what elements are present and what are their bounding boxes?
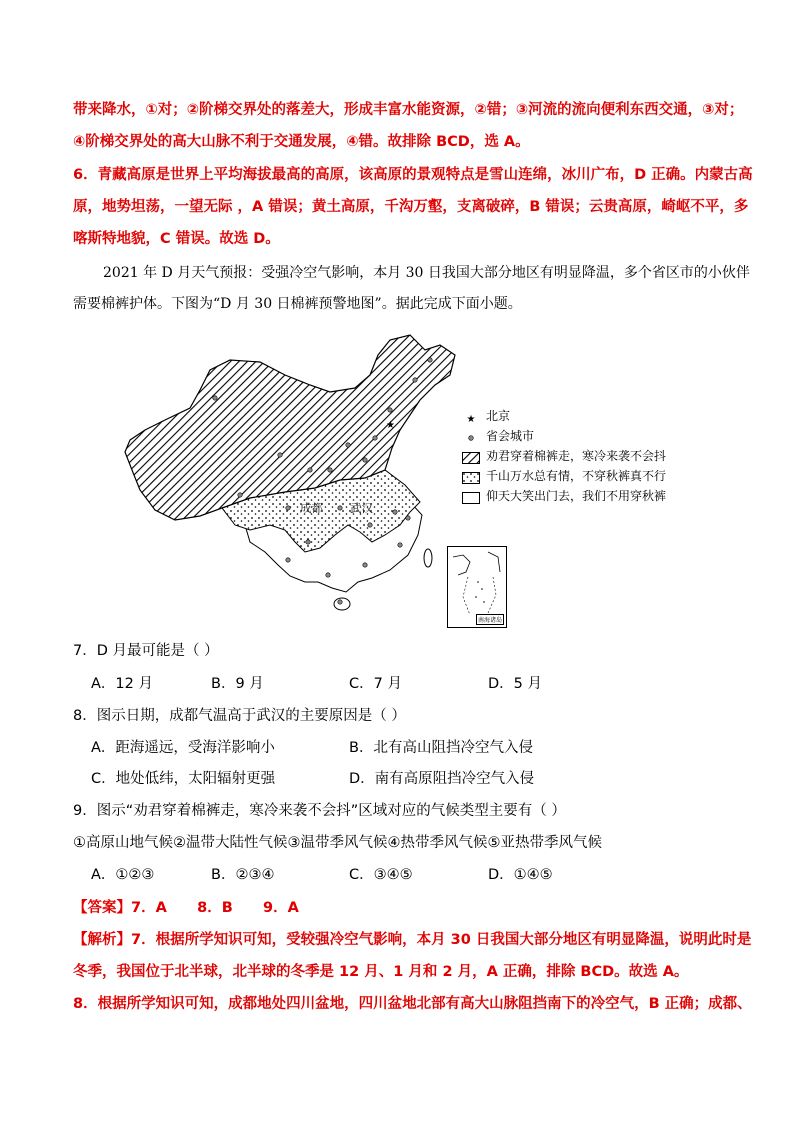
analysis-text-line: 6．青藏高原是世界上平均海拔最高的高原，该高原的景观特点是雪山连绵，冰川广布，D 正确。内蒙古高 bbox=[73, 167, 753, 183]
question-9-subitems: ①高原山地气候②温带大陆性气候③温带季风气候④热带季风气候⑤亚热带季风气候 bbox=[73, 835, 602, 851]
south-china-sea-inset bbox=[447, 546, 507, 628]
legend-item-dotted: 千山万水总有情，不穿秋裤真不行 bbox=[462, 466, 722, 486]
question-7-stem: 7．D 月最可能是（ ） bbox=[73, 643, 219, 659]
circle-dot-icon bbox=[462, 430, 480, 442]
q9-option-a: A．①②③ bbox=[91, 867, 155, 883]
q7-option-a: A．12 月 bbox=[91, 676, 153, 692]
city-label-chengdu: 成都 bbox=[300, 501, 323, 515]
inset-label: 南海诸岛 bbox=[476, 614, 504, 625]
q9-option-d: D．①④⑤ bbox=[488, 867, 553, 883]
analysis-line: 【解析】7．根据所学知识可知，受较强冷空气影响，本月 30 日我国大部分地区有明显降温，说明此时是 bbox=[73, 932, 752, 948]
legend-item-blank: 仰天大笑出门去，我们不用穿秋裤 bbox=[462, 486, 722, 506]
hatched-swatch-icon bbox=[462, 450, 480, 462]
q9-option-c: C．③④⑤ bbox=[349, 867, 413, 883]
analysis-text-line: 带来降水，①对；②阶梯交界处的落差大，形成丰富水能资源，②错；③河流的流向便利东西交通，③对； bbox=[73, 102, 744, 118]
question-9-stem: 9．图示“劝君穿着棉裤走，寒冷来袭不会抖”区域对应的气候类型主要有（ ） bbox=[73, 803, 566, 819]
analysis-line: 8．根据所学知识可知，成都地处四川盆地，四川盆地北部有高大山脉阻挡南下的冷空气，B 正确；成都、 bbox=[73, 996, 752, 1012]
beijing-star-icon: ★ bbox=[386, 420, 395, 431]
taiwan-island bbox=[424, 549, 432, 567]
hainan-island bbox=[334, 598, 350, 610]
q8-option-a: A．距海遥远，受海洋影响小 bbox=[91, 740, 275, 756]
star-icon: ★ bbox=[466, 414, 476, 425]
answer-label: 【答案】 bbox=[73, 900, 131, 916]
legend-item-hatched: 劝君穿着棉裤走，寒冷来袭不会抖 bbox=[462, 446, 722, 466]
analysis-text-line: 原，地势坦荡，一望无际 ，A 错误；黄土高原，千沟万壑，支离破碎，B 错误；云贵高原，崎岖不平，多 bbox=[73, 199, 749, 215]
q7-option-b: B．9 月 bbox=[211, 676, 264, 692]
q8-option-d: D．南有高原阻挡冷空气入侵 bbox=[349, 771, 535, 787]
q8-option-c: C．地处低纬，太阳辐射更强 bbox=[91, 771, 276, 787]
question-intro: 需要棉裤护体。下图为“D 月 30 日棉裤预警地图”。据此完成下面小题。 bbox=[73, 296, 522, 312]
legend-item-capital: 省会城市 bbox=[462, 426, 722, 446]
q7-option-c: C．7 月 bbox=[349, 676, 402, 692]
analysis-text-line: 喀斯特地貌，C 错误。故选 D。 bbox=[73, 231, 280, 247]
legend-item-beijing: ★ 北京 bbox=[462, 406, 722, 426]
dotted-swatch-icon bbox=[462, 470, 480, 482]
analysis-text-line: ④阶梯交界处的高大山脉不利于交通发展，④错。故排除 BCD，选 A。 bbox=[73, 134, 530, 150]
blank-swatch-icon bbox=[462, 490, 480, 502]
analysis-label: 【解析】 bbox=[73, 932, 131, 948]
answer-line bbox=[73, 898, 299, 918]
city-label-wuhan: 武汉 bbox=[350, 501, 373, 515]
q7-option-d: D．5 月 bbox=[488, 676, 542, 692]
answer-text: 7．A 8．B 9．A bbox=[131, 900, 299, 916]
question-intro: 2021 年 D 月天气预报：受强冷空气影响，本月 30 日我国大部分地区有明显降温，多个省区市的小伙伴 bbox=[103, 265, 750, 281]
q9-option-b: B．②③④ bbox=[211, 867, 275, 883]
map-legend bbox=[462, 406, 722, 506]
analysis-line: 冬季，我国位于北半球，北半球的冬季是 12 月、1 月和 2 月，A 正确，排除 BCD。故选 A。 bbox=[73, 964, 689, 980]
q8-option-b: B．北有高山阻挡冷空气入侵 bbox=[349, 740, 533, 756]
question-8-stem: 8．图示日期，成都气温高于武汉的主要原因是（ ） bbox=[73, 708, 406, 724]
